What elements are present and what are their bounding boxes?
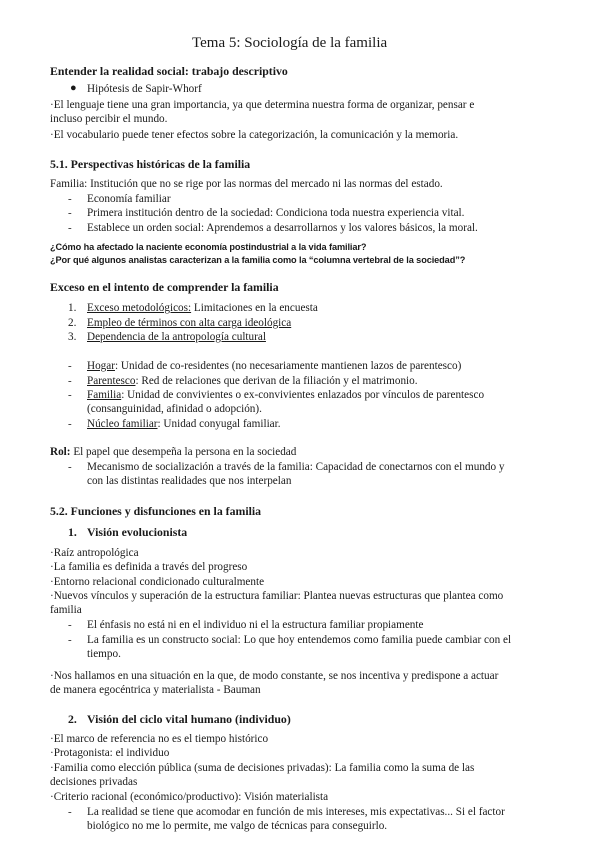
- term-familia: Familia: Unidad de convivientes o ex-convivientes enlazados por vínculos de parentesco: [87, 389, 485, 401]
- bullet-dot: ●: [70, 82, 77, 94]
- subheading-number: 2.: [68, 712, 77, 726]
- bauman-line: de manera egocéntrica y materialista - Bauman: [50, 684, 261, 696]
- numbered-marker: 1.: [68, 302, 77, 314]
- list-item: Establece un orden social: Aprendemos a desarrollarnos y los valores básicos, la moral.: [87, 222, 478, 234]
- dash-marker: -: [68, 375, 72, 387]
- rol-sub: Mecanismo de socialización a través de la familia: Capacidad de conectarnos con el mundo y: [87, 461, 505, 473]
- term-hogar: Hogar: Unidad de co-residentes (no necesariamente mantienen lazos de parentesco): [87, 360, 462, 372]
- numbered-marker: 3.: [68, 331, 77, 343]
- text-line: ·Nuevos vínculos y superación de la estructura familiar: Plantea nuevas estructuras que plantea como: [50, 590, 504, 602]
- numbered-item: Empleo de términos con alta carga ideológica: [87, 317, 292, 329]
- dash-marker: -: [68, 389, 72, 401]
- dash-marker: -: [68, 634, 72, 646]
- dash-item: La familia es un constructo social: Lo que hoy entendemos como familia puede cambiar con el: [87, 634, 512, 646]
- text-line: ·Criterio racional (económico/productivo): Visión materialista: [50, 791, 329, 803]
- familia-definition: Familia: Institución que no se rige por las normas del mercado ni las normas del estado.: [50, 178, 443, 190]
- numbered-marker: 2.: [68, 317, 77, 329]
- text-line: ·Raíz antropológica: [50, 547, 139, 559]
- bullet-sapir: Hipótesis de Sapir-Whorf: [87, 83, 202, 95]
- rol-sub-cont: con las distintas realidades que nos interpelan: [87, 475, 292, 487]
- dash-marker: -: [68, 418, 72, 430]
- dash-item-cont: biológico no me lo permite, me valgo de técnicas para conseguirlo.: [87, 820, 388, 832]
- heading-5-1: 5.1. Perspectivas históricas de la familia: [50, 157, 251, 171]
- heading-5-2: 5.2. Funciones y disfunciones en la familia: [50, 504, 262, 518]
- list-item: Primera institución dentro de la sociedad: Condiciona toda nuestra experiencia vital.: [87, 207, 465, 219]
- dash-item: El énfasis no está ni en el individuo ni el la estructura familiar propiamente: [87, 619, 424, 631]
- term-nucleo: Núcleo familiar: Unidad conyugal familiar.: [87, 418, 281, 430]
- dash-marker: -: [68, 806, 72, 818]
- rol-line: Rol: El papel que desempeña la persona en la sociedad: [50, 446, 297, 458]
- text-line: ·La familia es definida a través del progreso: [50, 561, 248, 573]
- dash-item: La realidad se tiene que acomodar en función de mis intereses, mis expectativas... Si el factor: [87, 806, 505, 818]
- numbered-item: Exceso metodológicos: Limitaciones en la encuesta: [87, 302, 318, 314]
- term-parentesco: Parentesco: Red de relaciones que derivan de la filiación y el matrimonio.: [87, 375, 418, 387]
- subheading-ciclo-vital: Visión del ciclo vital humano (individuo): [87, 712, 291, 726]
- page-title: Tema 5: Sociología de la familia: [192, 35, 388, 51]
- heading-entender: Entender la realidad social: trabajo descriptivo: [50, 64, 288, 78]
- dash-marker: -: [68, 619, 72, 631]
- dash-marker: -: [68, 207, 72, 219]
- text-line: ·Entorno relacional condicionado culturalmente: [50, 576, 265, 588]
- text-line: ·El marco de referencia no es el tiempo histórico: [50, 733, 269, 745]
- text-line: ·Protagonista: el individuo: [50, 747, 170, 759]
- dash-marker: -: [68, 461, 72, 473]
- numbered-item: Dependencia de la antropología cultural: [87, 331, 266, 343]
- dash-item-cont: tiempo.: [87, 648, 121, 660]
- text-line: ·El lenguaje tiene una gran importancia, ya que determina nuestra forma de organizar, pensar e: [50, 99, 475, 111]
- dash-marker: -: [68, 193, 72, 205]
- question-2: ¿Por qué algunos analistas caracterizan a la familia como la “columna vertebral de la sociedad”?: [50, 255, 466, 265]
- dash-marker: -: [68, 222, 72, 234]
- term-familia-cont: (consanguinidad, afinidad o adopción).: [87, 403, 262, 415]
- subheading-evolucionista: Visión evolucionista: [87, 525, 188, 539]
- list-item: Economía familiar: [87, 193, 171, 205]
- text-line: incluso percibir el mundo.: [50, 113, 168, 125]
- subheading-number: 1.: [68, 525, 77, 539]
- text-line: ·El vocabulario puede tener efectos sobre la categorización, la comunicación y la memoria.: [50, 129, 459, 141]
- dash-marker: -: [68, 360, 72, 372]
- text-line: decisiones privadas: [50, 776, 138, 788]
- text-line: familia: [50, 604, 82, 616]
- heading-exceso: Exceso en el intento de comprender la familia: [50, 280, 279, 294]
- question-1: ¿Cómo ha afectado la naciente economía postindustrial a la vida familiar?: [50, 242, 367, 252]
- text-line: ·Familia como elección pública (suma de decisiones privadas): La familia como la suma de las: [50, 762, 475, 774]
- bauman-line: ·Nos hallamos en una situación en la que, de modo constante, se nos incentiva y predispone a actuar: [50, 670, 499, 682]
